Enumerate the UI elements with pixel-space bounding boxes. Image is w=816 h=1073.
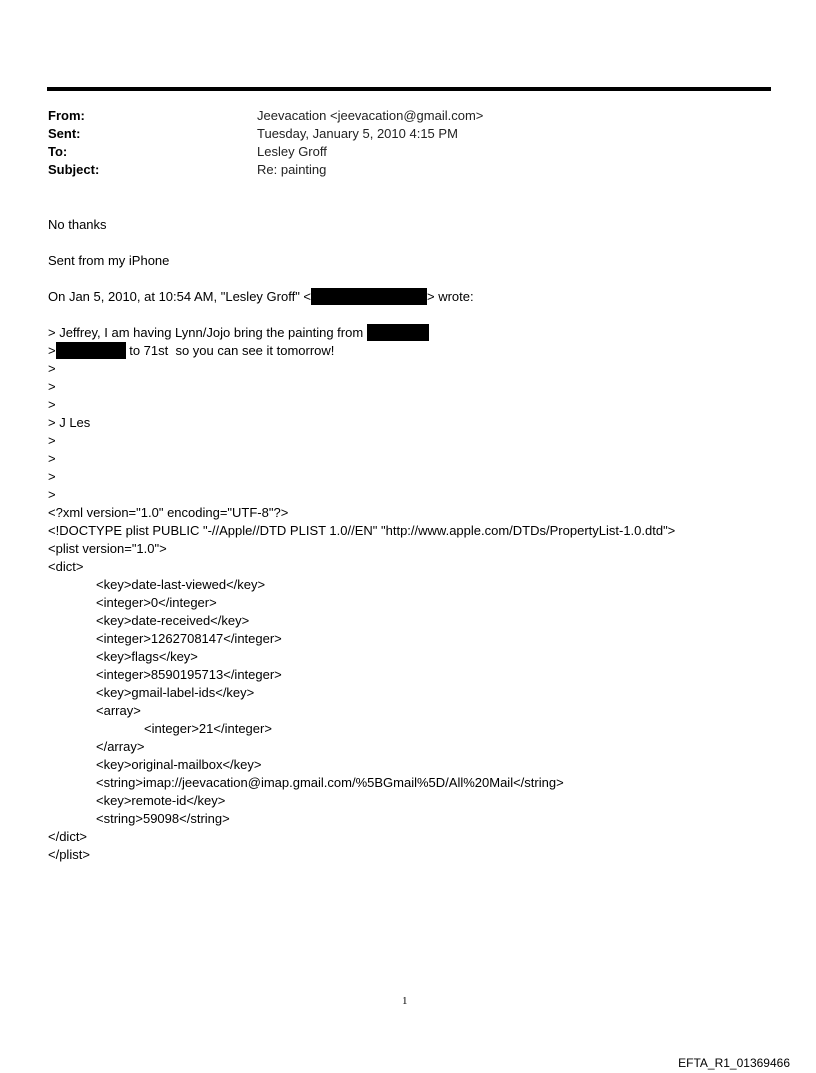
- redaction-box: [367, 324, 429, 341]
- xml-array-close: </array>: [96, 739, 145, 754]
- sent-row: [48, 125, 768, 143]
- to-row: [48, 143, 768, 161]
- xml-dict-open: <dict>: [48, 559, 84, 574]
- quote-marker: >: [48, 379, 56, 394]
- sent-value: Tuesday, January 5, 2010 4:15 PM: [257, 126, 458, 141]
- xml-key: <key>gmail-label-ids</key>: [96, 685, 255, 700]
- to-label: To:: [48, 144, 68, 159]
- sent-label: Sent:: [48, 126, 81, 141]
- quote-marker: >: [48, 469, 56, 484]
- xml-key: <key>date-last-viewed</key>: [96, 577, 266, 592]
- quote-line-1-text: > Jeffrey, I am having Lynn/Jojo bring the painting from: [48, 325, 364, 340]
- xml-value: <string>59098</string>: [96, 811, 230, 826]
- xml-value: <integer>21</integer>: [144, 721, 272, 736]
- subject-row: [48, 161, 768, 179]
- quote-marker: >: [48, 361, 56, 376]
- quote-line-2-text: to 71st so you can see it tomorrow!: [125, 343, 335, 358]
- page-number: 1: [402, 995, 408, 1007]
- quote-intro-before: On Jan 5, 2010, at 10:54 AM, "Lesley Groff" <: [48, 289, 312, 304]
- from-row: [48, 107, 768, 125]
- xml-key: <key>date-received</key>: [96, 613, 250, 628]
- reply-text: No thanks: [48, 217, 107, 232]
- xml-plist-open: <plist version="1.0">: [48, 541, 167, 556]
- quote-intro: [48, 288, 474, 306]
- quote-line-1: [48, 324, 429, 342]
- redaction-box: [311, 288, 427, 305]
- document-id: EFTA_R1_01369466: [678, 1056, 790, 1070]
- quote-sign: > J Les: [48, 415, 91, 430]
- xml-declaration: <?xml version="1.0" encoding="UTF-8"?>: [48, 505, 289, 520]
- quote-line-2-prefix: >: [48, 343, 56, 358]
- quote-line-2: [48, 342, 334, 360]
- xml-array-open: <array>: [96, 703, 141, 718]
- xml-value: <integer>1262708147</integer>: [96, 631, 282, 646]
- signature-text: Sent from my iPhone: [48, 253, 170, 268]
- xml-doctype: <!DOCTYPE plist PUBLIC "-//Apple//DTD PLIST 1.0//EN" "http://www.apple.com/DTDs/PropertyList-1.0.dtd">: [48, 523, 676, 538]
- quote-marker: >: [48, 433, 56, 448]
- quote-marker: >: [48, 487, 56, 502]
- xml-key: <key>flags</key>: [96, 649, 198, 664]
- email-header: [48, 107, 768, 179]
- subject-value: Re: painting: [257, 162, 327, 177]
- xml-dict-close: </dict>: [48, 829, 88, 844]
- from-label: From:: [48, 108, 85, 123]
- xml-value: <integer>8590195713</integer>: [96, 667, 282, 682]
- xml-key: <key>remote-id</key>: [96, 793, 226, 808]
- redaction-box: [56, 342, 126, 359]
- from-value: Jeevacation <jeevacation@gmail.com>: [257, 108, 484, 123]
- quote-marker: >: [48, 451, 56, 466]
- xml-value: <string>imap://jeevacation@imap.gmail.com/%5BGmail%5D/All%20Mail</string>: [96, 775, 564, 790]
- xml-key: <key>original-mailbox</key>: [96, 757, 262, 772]
- to-value: Lesley Groff: [257, 144, 327, 159]
- top-rule: [47, 87, 771, 91]
- xml-plist-close: </plist>: [48, 847, 90, 862]
- quote-marker: >: [48, 397, 56, 412]
- quote-intro-after: > wrote:: [427, 289, 474, 304]
- xml-value: <integer>0</integer>: [96, 595, 217, 610]
- subject-label: Subject:: [48, 162, 100, 177]
